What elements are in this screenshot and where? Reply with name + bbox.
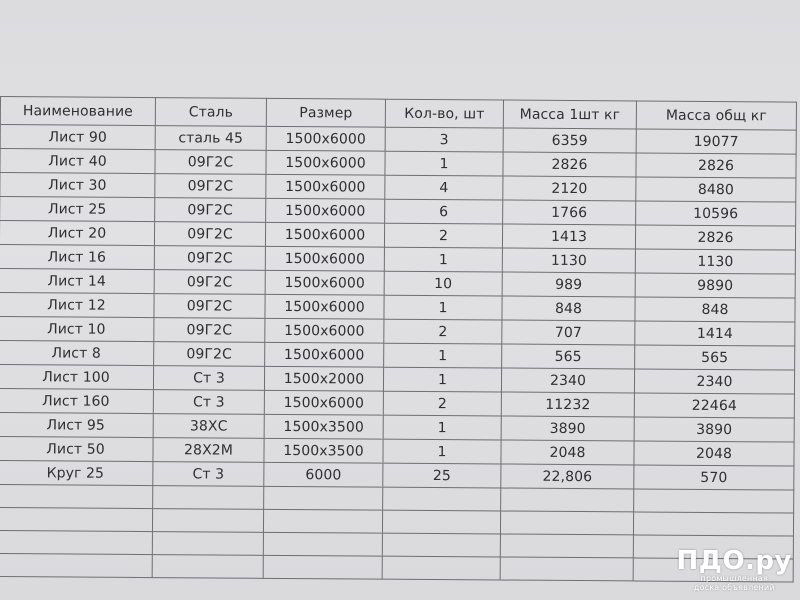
empty-cell	[263, 509, 382, 533]
cell-total-mass: 2048	[634, 441, 794, 466]
header-size: Размер	[266, 98, 385, 127]
empty-cell	[153, 486, 264, 510]
cell-name: Лист 95	[0, 412, 153, 437]
header-quantity: Кол-во, шт	[385, 99, 503, 128]
cell-total-mass: 2826	[636, 153, 796, 178]
cell-steel: 09Г2С	[154, 294, 265, 319]
watermark-subtitle-1: промышленная	[700, 574, 769, 583]
watermark-subtitle-2: доска объявлений	[693, 583, 775, 592]
cell-unit-mass: 3890	[501, 416, 634, 441]
cell-name: Лист 10	[0, 316, 154, 341]
cell-total-mass: 2340	[634, 369, 794, 394]
cell-name: Лист 25	[0, 197, 155, 222]
cell-size: 1500x6000	[266, 198, 385, 223]
empty-cell	[500, 557, 633, 581]
cell-unit-mass: 11232	[501, 392, 634, 417]
cell-size: 1500x3500	[264, 438, 383, 463]
cell-total-mass: 565	[635, 345, 795, 370]
empty-cell	[263, 555, 382, 579]
header-name: Наименование	[0, 97, 155, 126]
empty-cell	[382, 533, 500, 557]
cell-size: 1500x6000	[265, 318, 384, 343]
steel-inventory-table	[0, 96, 797, 583]
cell-quantity: 1	[384, 247, 502, 272]
cell-unit-mass: 22,806	[501, 464, 634, 489]
cell-quantity: 3	[385, 127, 503, 152]
cell-unit-mass: 848	[502, 296, 635, 321]
cell-steel: сталь 45	[155, 126, 266, 151]
empty-cell	[0, 553, 152, 577]
cell-total-mass: 570	[634, 465, 794, 490]
cell-unit-mass: 989	[502, 272, 635, 297]
cell-quantity: 2	[384, 319, 502, 344]
cell-name: Лист 160	[0, 388, 153, 413]
empty-cell	[152, 509, 263, 533]
cell-size: 1500x6000	[265, 294, 384, 319]
cell-size: 1500x3500	[264, 414, 383, 439]
cell-total-mass: 22464	[634, 393, 794, 418]
cell-total-mass: 8480	[636, 177, 796, 202]
cell-total-mass: 848	[635, 297, 795, 322]
cell-total-mass: 1414	[635, 321, 795, 346]
cell-name: Лист 30	[0, 173, 155, 198]
empty-cell	[382, 510, 500, 534]
cell-size: 1500x6000	[265, 270, 384, 295]
cell-quantity: 6	[385, 199, 503, 224]
cell-quantity: 2	[383, 391, 501, 416]
cell-size: 1500x6000	[266, 150, 385, 175]
cell-steel: Ст 3	[153, 390, 264, 415]
cell-size: 1500x6000	[265, 246, 384, 271]
cell-quantity: 1	[385, 151, 503, 176]
empty-cell	[500, 511, 633, 535]
cell-steel: 09Г2С	[154, 222, 265, 247]
watermark-logo: ПДО.ру	[676, 546, 792, 576]
cell-name: Лист 8	[0, 340, 154, 365]
cell-total-mass: 9890	[635, 273, 795, 298]
cell-total-mass: 10596	[636, 201, 796, 226]
empty-cell	[383, 487, 501, 511]
cell-size: 1500x6000	[266, 126, 385, 151]
cell-name: Лист 12	[0, 292, 154, 317]
empty-cell	[633, 512, 793, 536]
cell-quantity: 4	[385, 175, 503, 200]
cell-name: Круг 25	[0, 460, 153, 485]
cell-quantity: 1	[383, 367, 501, 392]
empty-cell	[634, 489, 794, 513]
cell-quantity: 25	[383, 463, 501, 488]
header-total-mass: Масса общ кг	[636, 101, 796, 130]
cell-quantity: 1	[384, 295, 502, 320]
cell-unit-mass: 565	[502, 344, 635, 369]
cell-unit-mass: 6359	[503, 128, 636, 153]
cell-total-mass: 3890	[634, 417, 794, 442]
empty-cell	[264, 486, 383, 510]
cell-unit-mass: 1130	[502, 248, 635, 273]
header-steel: Сталь	[155, 98, 266, 127]
cell-steel: 09Г2С	[155, 198, 266, 223]
cell-name: Лист 100	[0, 364, 154, 389]
cell-quantity: 1	[383, 415, 501, 440]
cell-size: 1500x6000	[265, 342, 384, 367]
cell-unit-mass: 2048	[501, 440, 634, 465]
cell-size: 1500x6000	[265, 222, 384, 247]
cell-size: 1500x2000	[264, 366, 383, 391]
cell-unit-mass: 707	[502, 320, 635, 345]
cell-steel: Ст 3	[153, 366, 264, 391]
cell-size: 6000	[264, 462, 383, 487]
cell-quantity: 2	[384, 223, 502, 248]
empty-cell	[0, 530, 152, 554]
cell-unit-mass: 2120	[503, 176, 636, 201]
cell-size: 1500x6000	[266, 174, 385, 199]
table-body	[0, 125, 796, 583]
cell-quantity: 1	[384, 343, 502, 368]
pdo-watermark	[677, 548, 792, 592]
cell-steel: 09Г2С	[154, 270, 265, 295]
cell-total-mass: 1130	[635, 249, 795, 274]
empty-cell	[152, 555, 263, 579]
cell-name: Лист 90	[0, 125, 155, 150]
cell-name: Лист 50	[0, 436, 153, 461]
empty-cell	[0, 507, 153, 531]
empty-cell	[500, 534, 633, 558]
cell-steel: 09Г2С	[155, 174, 266, 199]
cell-quantity: 1	[383, 439, 501, 464]
header-unit-mass: Масса 1шт кг	[503, 100, 636, 129]
cell-name: Лист 16	[0, 244, 154, 269]
empty-cell	[152, 532, 263, 556]
cell-name: Лист 14	[0, 268, 154, 293]
empty-cell	[382, 556, 500, 580]
cell-name: Лист 20	[0, 221, 155, 246]
cell-total-mass: 19077	[636, 129, 796, 154]
cell-steel: 38ХС	[153, 414, 264, 439]
empty-cell	[263, 532, 382, 556]
cell-steel: 09Г2С	[154, 246, 265, 271]
cell-steel: 28Х2М	[153, 438, 264, 463]
cell-unit-mass: 1413	[502, 224, 635, 249]
cell-size: 1500x6000	[264, 390, 383, 415]
empty-cell	[0, 484, 153, 508]
cell-steel: 09Г2С	[154, 342, 265, 367]
cell-quantity: 10	[384, 271, 502, 296]
empty-cell	[501, 488, 634, 512]
cell-steel: 09Г2С	[154, 318, 265, 343]
empty-table-row	[0, 553, 793, 582]
cell-total-mass: 2826	[635, 225, 795, 250]
cell-name: Лист 40	[0, 149, 155, 174]
cell-steel: 09Г2С	[155, 150, 266, 175]
cell-unit-mass: 2826	[503, 152, 636, 177]
cell-unit-mass: 1766	[503, 200, 636, 225]
cell-unit-mass: 2340	[501, 368, 634, 393]
cell-steel: Ст 3	[153, 462, 264, 487]
